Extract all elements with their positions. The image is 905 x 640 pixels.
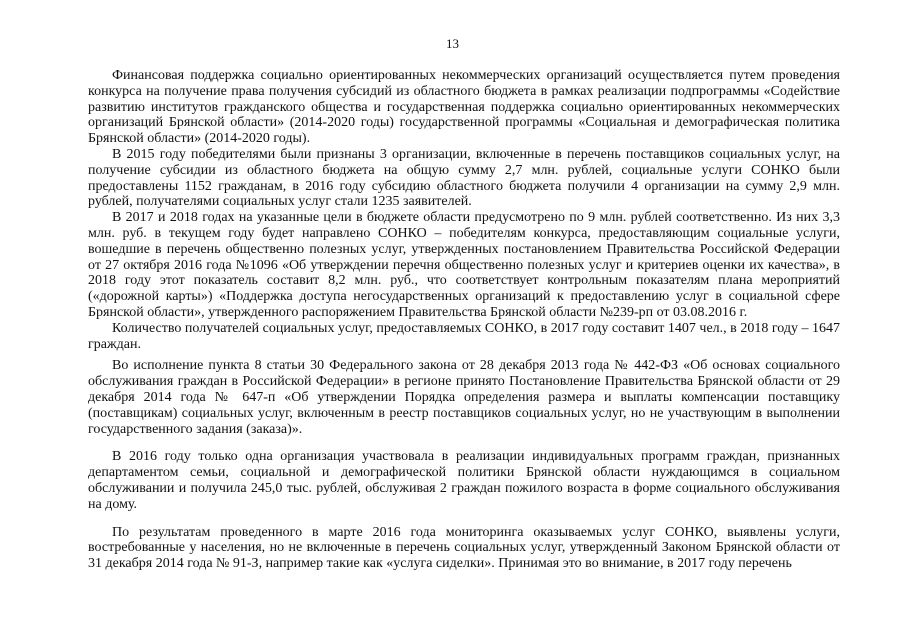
paragraph-financial-support: Финансовая поддержка социально ориентированных некоммерческих организаций осуществляется путем проведения конкурса на получение права получения субсидий из областного бюджета в рамках реализации подпрограммы «Содействие развитию институтов гражданского общества и государственная поддержка социально ориентированных некоммерческих организаций Брянской области» (2014-2020 годы) государственной программы «Социальная и демографическая политика Брянской области» (2014-2020 годы). [88, 68, 840, 147]
paragraph-2015-results: В 2015 году победителями были признаны 3 организации, включенные в перечень поставщиков социальных услуг, на получение субсидии из областного бюджета на общую сумму 2,7 млн. рублей, социальные услуги СОНКО были предоставлены 1152 гражданам, в 2016 году субсидию областного бюджета получили 4 организации на сумму 2,9 млн. рублей, получателями социальных услуг стали 1235 заявителей. [88, 146, 840, 210]
document-body [88, 68, 840, 572]
paragraph-2016-individual-programs: В 2016 году только одна организация участвовала в реализации индивидуальных программ граждан, признанных департаментом семьи, социальной и демографической политики Брянской области нуждающимся в социальном обслуживании и получила 245,0 тыс. рублей, обслуживая 2 граждан пожилого возраста в форме социального обслуживания на дому. [88, 449, 840, 512]
paragraph-federal-law: Во исполнение пункта 8 статьи 30 Федерального закона от 28 декабря 2013 года № 442-ФЗ «Об основах социального обслуживания граждан в Российской Федерации» в регионе принято Постановление Правительства Брянской области от 29 декабря 2014 года № 647-п «Об утверждении Порядка определения размера и выплаты компенсации поставщику (поставщикам) социальных услуг, включенным в реестр поставщиков социальных услуг, но не участвующим в выполнении государственного задания (заказа)». [88, 358, 840, 437]
paragraph-monitoring-results: По результатам проведенного в марте 2016 года мониторинга оказываемых услуг СОНКО, выявлены услуги, востребованные у населения, но не включенные в перечень социальных услуг, утвержденный Законом Брянской области от 31 декабря 2014 года № 91-З, например такие как «услуга сиделки». Принимая это во внимание, в 2017 году перечень [88, 524, 840, 572]
paragraph-2017-2018-budget: В 2017 и 2018 годах на указанные цели в бюджете области предусмотрено по 9 млн. рублей соответственно. Из них 3,3 млн. руб. в текущем году будет направлено СОНКО – победителям конкурса, предоставляющим социальные услуги, вошедшие в перечень общественно полезных услуг, утвержденных постановлением Правительства Российской Федерации от 27 октября 2016 года №1096 «Об утверждении перечня общественно полезных услуг и критериев оценки их качества», в 2018 году этот показатель составит 8,2 млн. руб., что соответствует контрольным показателям плана мероприятий («дорожной карты») «Поддержка доступа негосударственных организаций к предоставлению услуг в социальной сфере Брянской области», утвержденного распоряжением Правительства Брянской области №239-рп от 03.08.2016 г. [88, 210, 840, 320]
page-number: 13 [446, 36, 459, 51]
paragraph-recipients-count: Количество получателей социальных услуг, предоставляемых СОНКО, в 2017 году составит 1407 чел., в 2018 году – 1647 граждан. [88, 320, 840, 352]
